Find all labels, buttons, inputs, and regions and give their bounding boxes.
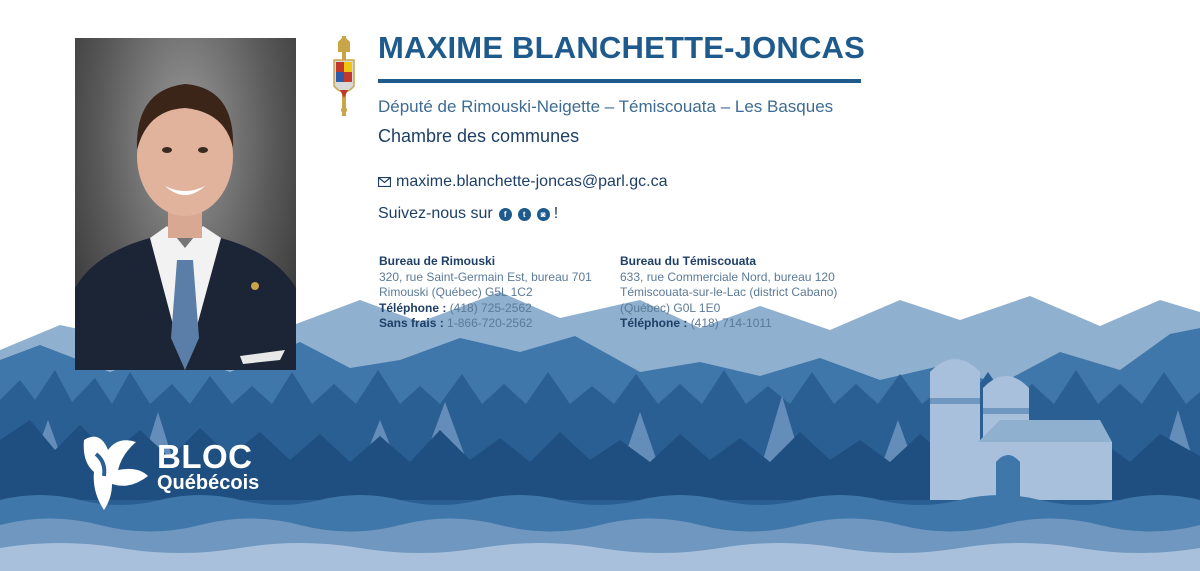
office-rimouski: [379, 254, 592, 332]
phone-label: Téléphone :: [620, 316, 688, 330]
office-address-line: 320, rue Saint-Germain Est, bureau 701: [379, 269, 592, 284]
office-title: Bureau de Rimouski: [379, 254, 496, 268]
envelope-icon: [378, 177, 391, 187]
portrait-photo: [75, 38, 296, 370]
office-address-line: 633, rue Commerciale Nord, bureau 120: [620, 269, 835, 284]
follow-suffix: !: [553, 205, 559, 222]
phone-number[interactable]: (418) 725-2562: [449, 300, 532, 315]
phone-number[interactable]: (418) 714-1011: [690, 316, 772, 330]
office-address-line: Témiscouata-sur-le-Lac (district Cabano): [620, 285, 838, 299]
riding-title: Député de Rimouski-Neigette – Témiscouata – Les Basques: [378, 97, 834, 116]
follow-label: Suivez-nous sur: [378, 205, 493, 222]
email-link[interactable]: maxime.blanchette-joncas@parl.gc.ca: [396, 173, 668, 190]
email-row: [378, 173, 667, 191]
logo-line-2: Québécois: [157, 472, 260, 494]
house-name: Chambre des communes: [378, 126, 580, 146]
tollfree-number[interactable]: 1-866-720-2562: [447, 316, 533, 330]
tollfree-label: Sans frais :: [379, 316, 444, 330]
social-row: [378, 205, 558, 223]
logo-line-1: BLOC: [157, 438, 253, 475]
office-title: Bureau du Témiscouata: [620, 254, 757, 268]
name-divider: [378, 79, 861, 83]
office-address-line: Rimouski (Québec) G5L 1C2: [379, 285, 533, 299]
office-temiscouata: [620, 254, 837, 332]
instagram-icon[interactable]: ◙: [537, 208, 550, 221]
house-of-commons-crest-icon: [328, 36, 360, 116]
facebook-icon[interactable]: f: [499, 208, 512, 221]
phone-label: Téléphone :: [379, 300, 447, 315]
office-address-line: (Québec) G0L 1E0: [620, 300, 721, 315]
twitter-icon[interactable]: t: [518, 208, 531, 221]
member-name: MAXIME BLANCHETTE-JONCAS: [378, 30, 866, 65]
bloc-quebecois-wordmark: [157, 440, 259, 493]
bloc-quebecois-logo-icon: [78, 432, 152, 512]
